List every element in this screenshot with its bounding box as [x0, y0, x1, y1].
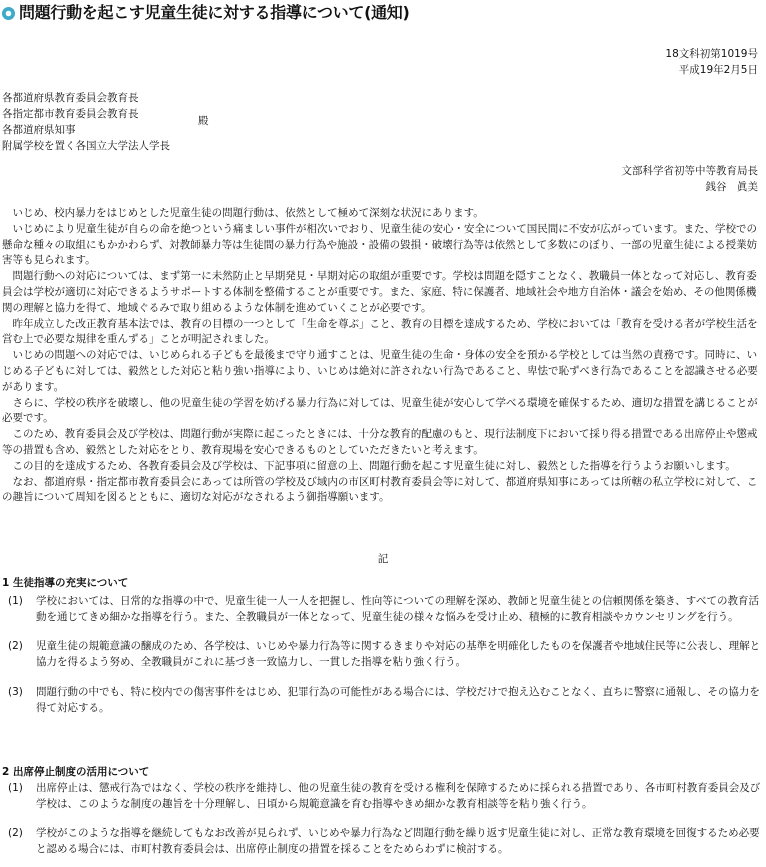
list-item: [2, 594, 764, 626]
document-number: 18文科初第1019号: [665, 48, 758, 60]
section-heading: 2 出席停止制度の活用について: [2, 766, 150, 778]
list-item: [2, 639, 764, 671]
body-paragraph: この目的を達成するため、各教育委員会及び学校は、下記事項に留意の上、問題行動を起こす児童生徒に対し、毅然とした指導を行うようお願いします。: [12, 459, 736, 472]
item-text: 出席停止は、懲戒行為ではなく、学校の秩序を維持し、他の児童生徒の教育を受ける権利を保障するために採られる措置であり、各市町村教育委員会及び学校は、このような制度の趣旨を十分理解し、日頃から規範意識を育む指導やきめ細かな教育相談等を粘り強く行う。: [36, 781, 761, 810]
list-item: [2, 781, 764, 813]
section-student-guidance: [2, 576, 764, 717]
addressee-list: [2, 91, 170, 155]
sender-block: [622, 164, 759, 196]
item-number: (2): [8, 827, 23, 840]
list-item: [2, 685, 764, 717]
item-number: (1): [8, 594, 23, 607]
item-number: (1): [8, 781, 23, 794]
body-paragraph: このため、教育委員会及び学校は、問題行動が実際に起こったときには、十分な教育的配慮のもと、現行法制度下において採り得る措置である出席停止や懲戒等の措置も含め、毅然とした対応をとり、教育現場を安心できるものとしていただきたいと考えます。: [2, 428, 758, 456]
list-item: [2, 826, 764, 858]
addressee: 附属学校を置く各国立大学法人学長: [2, 140, 170, 152]
document-number-block: [665, 47, 758, 79]
sender-name: 銭谷 眞美: [705, 181, 758, 193]
letter-body: [2, 206, 764, 506]
body-paragraph: さらに、学校の秩序を破壊し、他の児童生徒の学習を妨げる暴力行為に対しては、児童生徒が安心して学べる環境を確保するため、適切な措置を講じることが必要です。: [2, 396, 758, 425]
section-suspension-system: [2, 765, 764, 858]
item-number: (3): [8, 685, 23, 698]
circle-bullet-icon: [2, 7, 15, 20]
addressee: 各都道府県知事: [2, 124, 76, 136]
section-heading: 1 生徒指導の充実について: [2, 577, 129, 589]
body-paragraph: 問題行動への対応については、まず第一に未然防止と早期発見・早期対応の取組が重要です。学校は問題を隠すことなく、教職員一体となって対応し、教育委員会は学校が適切に対応できるようサポートする体制を整備することが重要です。また、家庭、特に保護者、地域社会や地方自治体・議会を始め、その他関係機関の理解と協力を得て、地域ぐるみで取り組めるような体制を進めていくことが必要です。: [2, 270, 757, 314]
item-number: (2): [8, 640, 23, 653]
honorific: 殿: [198, 115, 209, 127]
sender-title: 文部科学省初等中等教育局長: [621, 165, 758, 177]
addressee: 各指定都市教育委員会教育長: [2, 108, 139, 120]
body-paragraph: なお、都道府県・指定都市教育委員会にあっては所管の学校及び域内の市区町村教育委員会等に対して、都道府県知事にあっては所轄の私立学校に対して、この趣旨について周知を図るとともに、適切な対応がなされるよう御指導願います。: [2, 475, 758, 504]
page-title: 問題行動を起こす児童生徒に対する指導について(通知): [19, 3, 410, 23]
addressee: 各都道府県教育委員会教育長: [2, 92, 139, 104]
body-paragraph: 昨年成立した改正教育基本法では、教育の目標の一つとして「生命を尊ぶ」こと、教育の目標を達成するため、学校においては「教育を受ける者が学校生活を営む上で必要な規律を重んずる」ことが明記されました。: [2, 317, 758, 346]
ki-marker: 記: [377, 553, 389, 565]
document-date: 平成19年2月5日: [678, 64, 758, 76]
body-paragraph: いじめにより児童生徒が自らの命を絶つという痛ましい事件が相次いでおり、児童生徒の安心・安全について国民間に不安が広がっています。また、学校での懸命な種々の取組にもかかわらず、対教師暴力等は生徒間の暴力行為や施設・設備の毀損・破壊行為等は依然として多数にのぼり、一部の児童生徒による授業妨害等も見られます。: [2, 222, 758, 267]
item-text: 児童生徒の規範意識の醸成のため、各学校は、いじめや暴力行為等に関するきまりや対応の基準を明確化したものを保護者や地域住民等に公表し、理解と協力を得るよう努め、全教職員がこれに基づき一致協力し、一貫した指導を粘り強く行う。: [36, 640, 761, 669]
body-paragraph: いじめ、校内暴力をはじめとした児童生徒の問題行動は、依然として極めて深刻な状況にあります。: [12, 207, 484, 219]
item-text: 学校がこのような指導を継続してもなお改善が見られず、いじめや暴力行為など問題行動を繰り返す児童生徒に対し、正常な教育環境を回復するため必要と認める場合には、市町村教育委員会は、出席停止制度の措置を採ることをためらわずに検討する。: [36, 827, 760, 856]
item-text: 学校においては、日常的な指導の中で、児童生徒一人一人を把握し、性向等についての理解を深め、教師と児童生徒との信頼関係を築き、すべての教育活動を通じてきめ細かな指導を行う。また、全教職員が一体となって、児童生徒の様々な悩みを受け止め、積極的に教育相談やカウンセリングを行う。: [36, 594, 760, 623]
item-text: 問題行動の中でも、特に校内での傷害事件をはじめ、犯罪行為の可能性がある場合には、学校だけで抱え込むことなく、直ちに警察に通報し、その協力を得て対応する。: [36, 685, 760, 714]
title-row: [2, 2, 410, 24]
body-paragraph: いじめの問題への対応では、いじめられる子どもを最後まで守り通すことは、児童生徒の生命・身体の安全を預かる学校としては当然の責務です。同時に、いじめる子どもに対しては、毅然とした対応と粘り強い指導により、いじめは絶対に許されない行為であること、卑怯で恥ずべき行為であることを認識させる必要があります。: [2, 349, 758, 393]
